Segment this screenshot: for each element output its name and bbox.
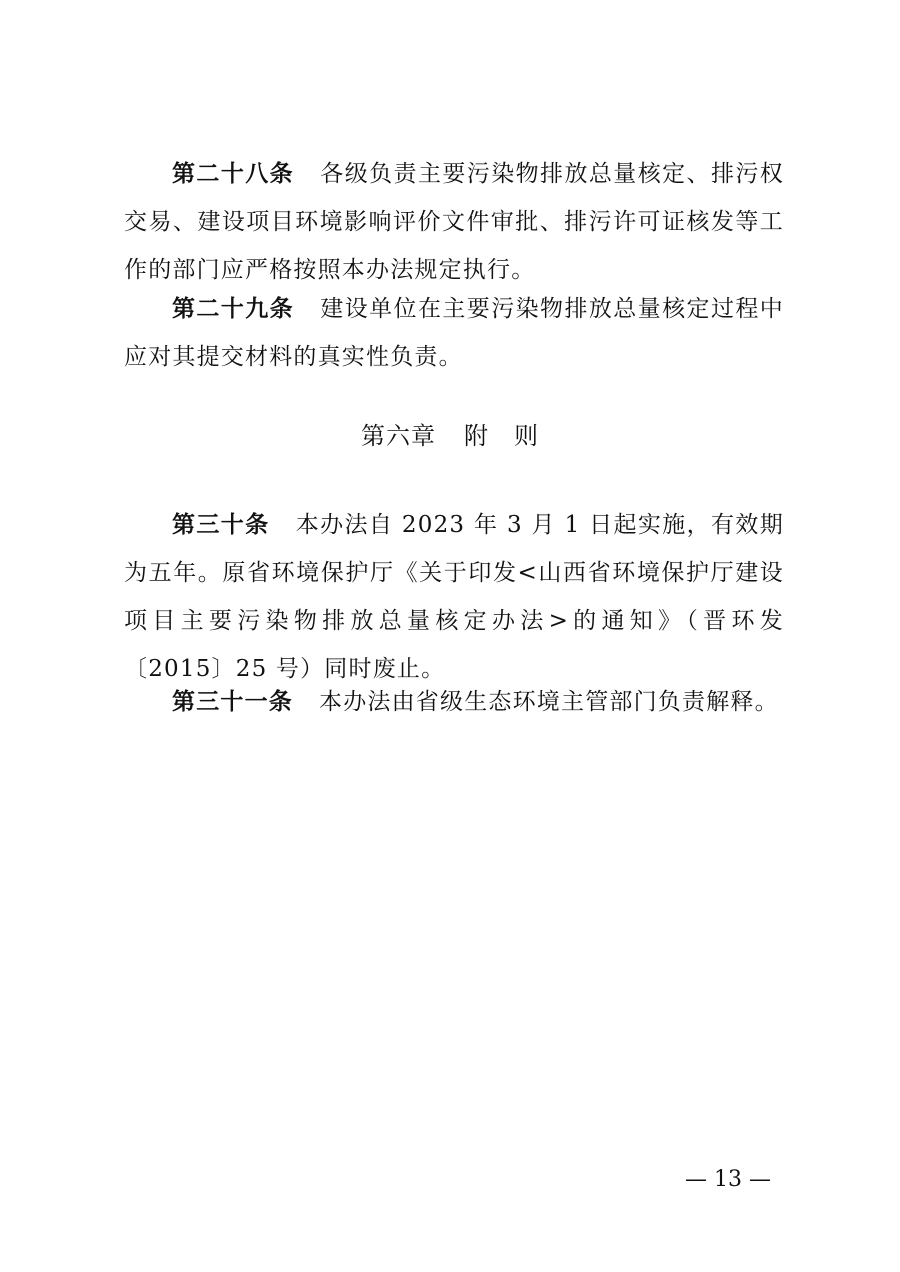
chapter-title: 附 则	[464, 422, 539, 450]
article-heading: 第二十八条	[172, 161, 295, 187]
article-text: 各级负责主要污染物排放总量核定、排污权交易、建设项目环境影响评价文件审批、排污许可证核发等工作的部门应严格按照本办法规定执行。	[124, 161, 785, 283]
article-30	[124, 501, 784, 693]
chapter-heading	[0, 416, 900, 456]
chapter-number: 第六章	[361, 422, 436, 450]
article-heading: 第三十条	[172, 512, 270, 538]
article-text: 建设单位在主要污染物排放总量核定过程中应对其提交材料的真实性负责。	[124, 296, 785, 370]
article-heading: 第二十九条	[172, 296, 295, 322]
article-heading: 第三十一条	[172, 689, 293, 715]
article-text: 本办法由省级生态环境主管部门负责解释。	[319, 689, 779, 715]
article-28	[124, 150, 784, 294]
article-29	[124, 285, 784, 381]
page-number: — 13 —	[685, 1167, 771, 1192]
article-31	[124, 678, 784, 726]
article-text: 本办法自 2023 年 3 月 1 日起实施，有效期为五年。原省环境保护厅《关于印发<山西省环境保护厅建设项目主要污染物排放总量核定办法>的通知》（晋环发〔2015〕25 号）同时废止。	[124, 512, 784, 682]
